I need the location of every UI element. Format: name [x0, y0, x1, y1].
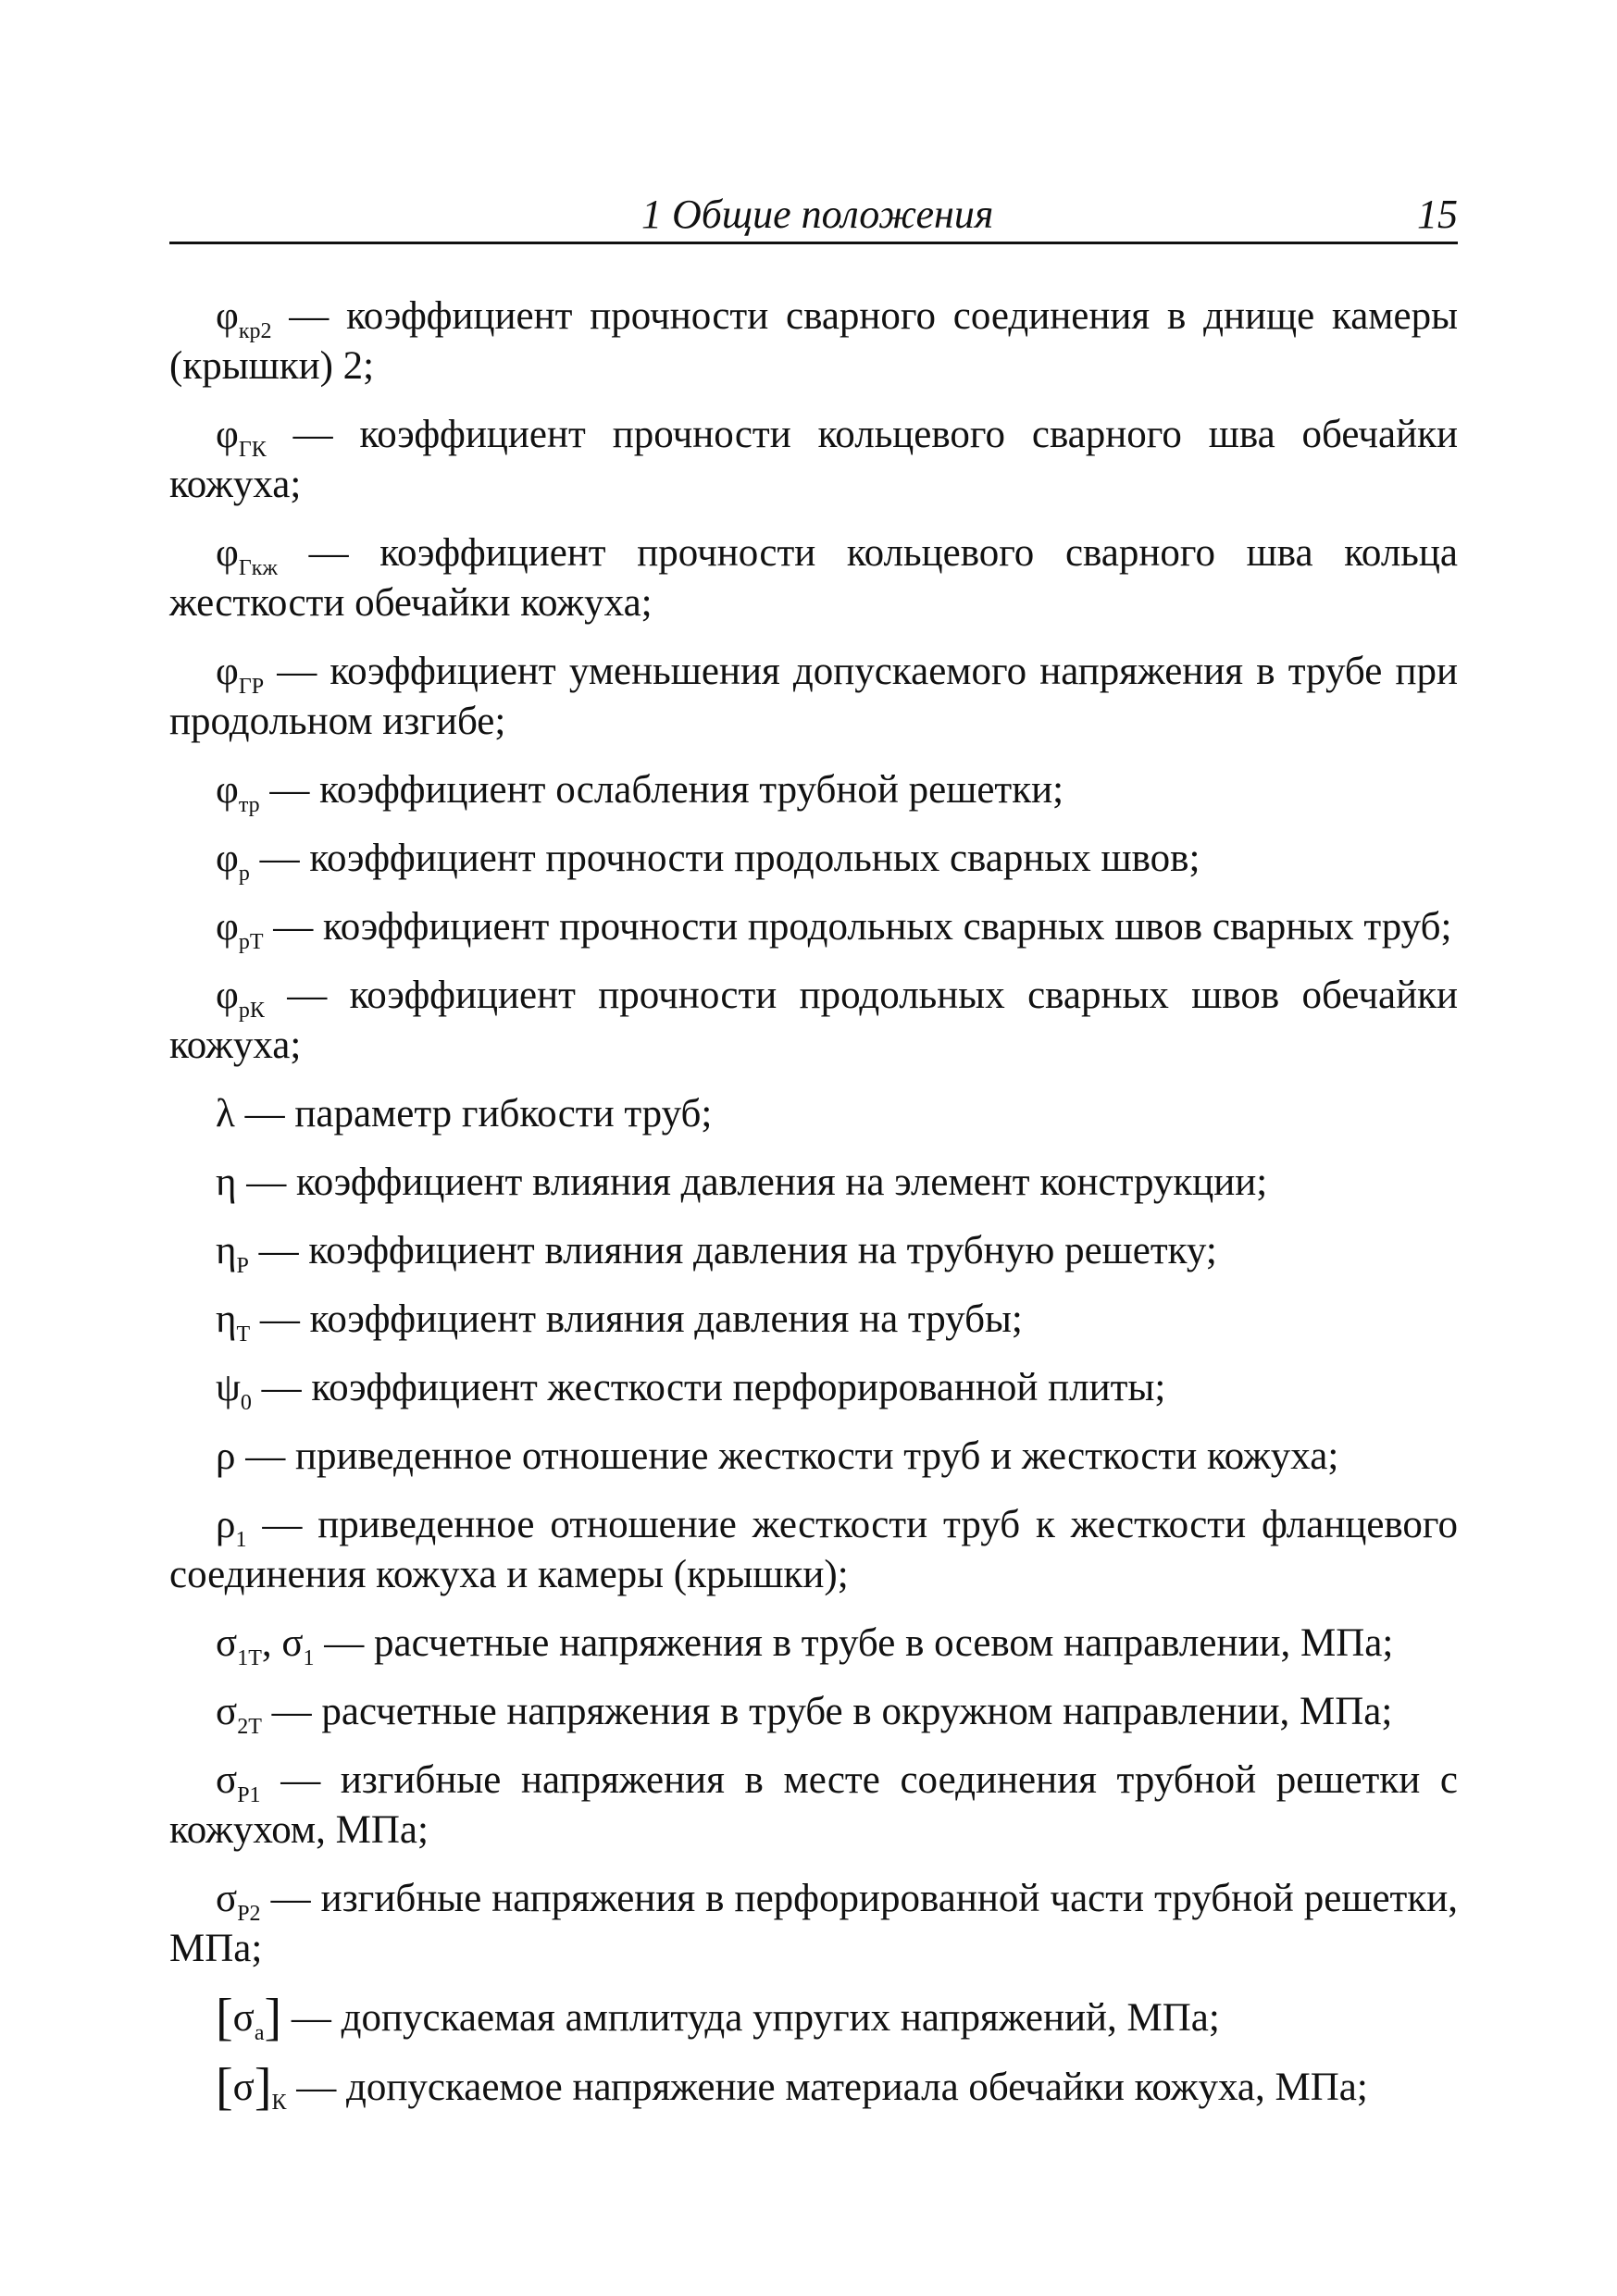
running-title: 1 Общие положения: [641, 192, 994, 237]
notation-entry-phi-gr: [169, 647, 1458, 747]
entry-subscript: ГК: [238, 438, 267, 462]
notation-entry-phi-gk: [169, 410, 1458, 510]
notation-entry-sigma-k: [169, 2058, 1458, 2116]
notation-entry-eta-t: [169, 1295, 1458, 1345]
notation-entry-phi-gkzh: [169, 528, 1458, 628]
entry-description: — коэффициент прочности кольцевого сварного шва обечайки кожуха;: [169, 413, 1458, 506]
page-number: 15: [1417, 192, 1458, 237]
page-header: [169, 190, 1458, 244]
close-bracket: ]: [264, 1989, 282, 2046]
entry-description: — расчетные напряжения в трубе в окружном направлении, МПа;: [261, 1690, 1393, 1733]
entry-description: — коэффициент прочности продольных сварных швов сварных труб;: [263, 905, 1452, 949]
entry-symbol: η: [216, 1297, 237, 1341]
entry-description: — коэффициент прочности продольных сварных швов обечайки кожуха;: [169, 974, 1458, 1067]
entry-subscript: кр2: [238, 319, 272, 343]
entry-symbol: φ: [216, 768, 239, 812]
entry-description: — коэффициент прочности кольцевого сварного шва кольца жесткости обечайки кожуха;: [169, 531, 1458, 625]
entry-symbol: σ: [232, 1996, 255, 2040]
entry-description: — допускаемое напряжение материала обечайки кожуха, МПа;: [286, 2066, 1368, 2109]
entry-subscript: 1Т: [237, 1646, 262, 1670]
entry-subscript: ГР: [238, 675, 265, 699]
entry-symbol: ρ: [216, 1434, 236, 1478]
entry-subscript: К: [271, 2091, 287, 2115]
entry-description: — коэффициент прочности сварного соединения в днище камеры (крышки) 2;: [169, 294, 1458, 388]
entry-subscript: Р: [236, 1254, 249, 1278]
entry-description: — коэффициент уменьшения допускаемого напряжения в трубе при продольном изгибе;: [169, 650, 1458, 743]
entry-symbol: η: [216, 1160, 237, 1204]
entry-subscript: рК: [238, 999, 265, 1023]
notation-entry-sigma-p2: [169, 1874, 1458, 1974]
entry-description: — расчетные напряжения в трубе в осевом направлении, МПа;: [314, 1621, 1394, 1665]
notation-entry-phi-tr: [169, 765, 1458, 815]
entry-symbol: φ: [216, 650, 239, 693]
notation-entry-psi-0: [169, 1363, 1458, 1413]
entry-description: — изгибные напряжения в перфорированной части трубной решетки, МПа;: [169, 1877, 1458, 1970]
entry-subscript: а: [254, 2021, 265, 2045]
entry-subscript: Р2: [237, 1902, 261, 1926]
open-bracket: [: [216, 1989, 233, 2046]
entry-description: — коэффициент прочности продольных сварных швов;: [249, 837, 1200, 880]
notation-entry-sigma-a: [169, 1989, 1458, 2046]
notation-entry-lambda: [169, 1089, 1458, 1139]
notation-list: [169, 292, 1458, 2131]
notation-entry-rho: [169, 1432, 1458, 1482]
entry-symbol: φ: [216, 531, 239, 575]
entry-symbol: λ: [216, 1092, 235, 1136]
open-bracket: [: [216, 2058, 233, 2116]
entry-symbol: σ: [216, 1877, 238, 1920]
entry-subscript: 2Т: [237, 1715, 262, 1739]
entry-symbol: ρ: [216, 1503, 236, 1546]
notation-entry-sigma-2t: [169, 1687, 1458, 1737]
entry-description: — приведенное отношение жесткости труб к жесткости фланцевого соединения кожуха и камеры (крышки);: [169, 1503, 1458, 1596]
close-bracket: ]: [254, 2058, 272, 2116]
entry-description: — коэффициент ослабления трубной решетки;: [259, 768, 1064, 812]
entry-symbol: ψ: [216, 1366, 241, 1409]
entry-description: — коэффициент жесткости перфорированной плиты;: [251, 1366, 1166, 1409]
entry-subscript: р: [238, 862, 250, 886]
notation-entry-sigma-p1: [169, 1756, 1458, 1855]
entry-subscript-second: 1: [303, 1646, 315, 1670]
entry-subscript: тр: [238, 793, 260, 817]
entry-description: — допускаемая амплитуда упругих напряжений, МПа;: [281, 1996, 1220, 2040]
entry-symbol: φ: [216, 413, 239, 456]
notation-entry-sigma-1t: [169, 1619, 1458, 1669]
entry-symbol: σ: [216, 1621, 238, 1665]
notation-entry-phi-rk: [169, 971, 1458, 1071]
entry-subscript: Гкж: [238, 556, 278, 580]
entry-subscript: рТ: [238, 930, 264, 954]
entry-description: — коэффициент влияния давления на трубы;: [250, 1297, 1023, 1341]
entry-symbol: φ: [216, 905, 239, 949]
notation-entry-phi-kr2: [169, 292, 1458, 391]
entry-symbol: σ: [216, 1690, 238, 1733]
entry-description: — параметр гибкости труб;: [234, 1092, 713, 1136]
entry-subscript: Р1: [237, 1783, 261, 1807]
entry-description: — коэффициент влияния давления на трубную решетку;: [248, 1229, 1217, 1272]
entry-subscript: 0: [240, 1391, 252, 1415]
notation-entry-eta-p: [169, 1226, 1458, 1276]
entry-description: — изгибные напряжения в месте соединения трубной решетки с кожухом, МПа;: [169, 1758, 1458, 1852]
entry-symbol-separator: , σ: [261, 1621, 304, 1665]
entry-symbol: φ: [216, 294, 239, 338]
entry-subscript: Т: [236, 1322, 251, 1347]
entry-description: — приведенное отношение жесткости труб и жесткости кожуха;: [235, 1434, 1339, 1478]
notation-entry-eta: [169, 1158, 1458, 1208]
entry-symbol: σ: [232, 2066, 255, 2109]
entry-symbol: σ: [216, 1758, 238, 1802]
notation-entry-rho-1: [169, 1500, 1458, 1600]
entry-symbol: φ: [216, 974, 239, 1017]
notation-entry-phi-rt: [169, 902, 1458, 952]
entry-subscript: 1: [235, 1528, 247, 1552]
entry-description: — коэффициент влияния давления на элемент конструкции;: [236, 1160, 1268, 1204]
notation-entry-phi-r: [169, 834, 1458, 884]
entry-symbol: φ: [216, 837, 239, 880]
entry-symbol: η: [216, 1229, 237, 1272]
